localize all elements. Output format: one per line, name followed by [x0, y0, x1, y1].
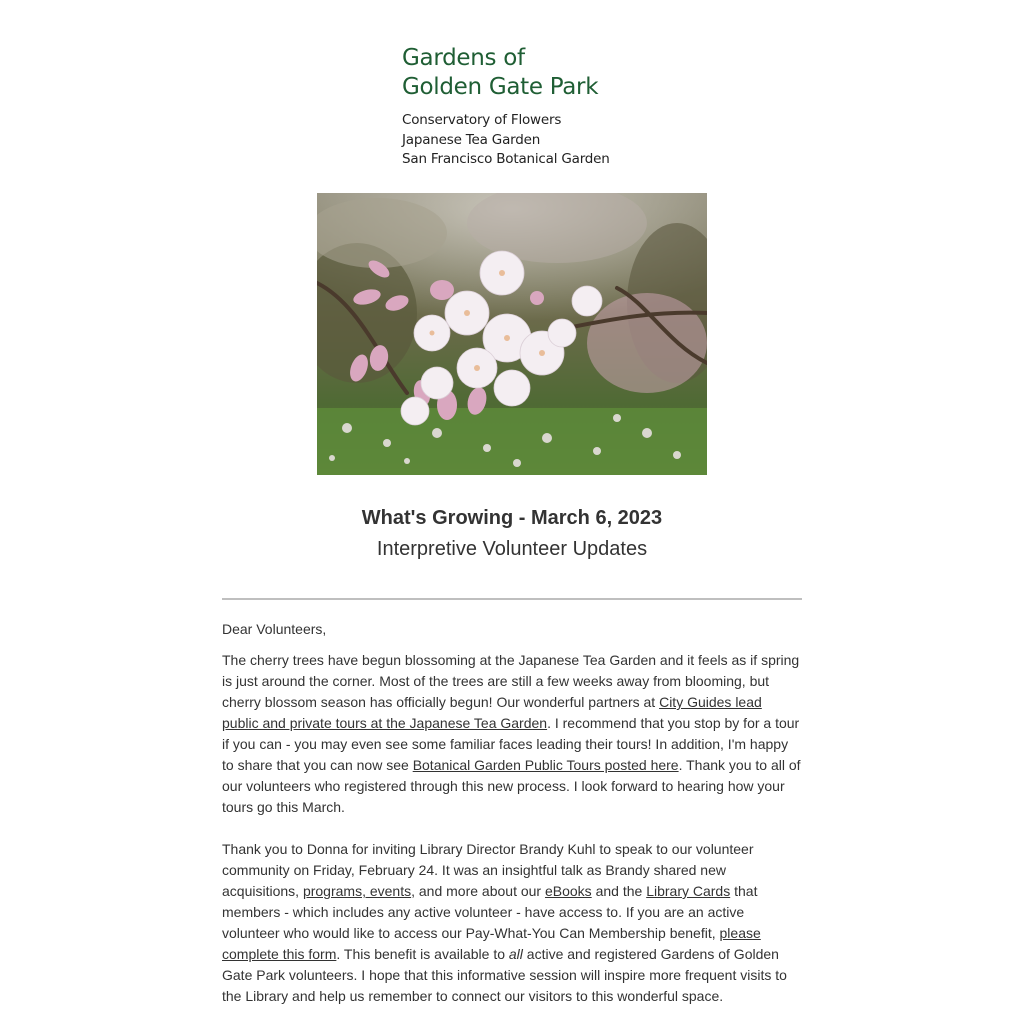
p2-text-1: Thank you to Donna for inviting Library Director Brandy Kuhl to speak to our volunteer community on Friday, February 24. It was an insightful talk as Brandy shared new acquisitions,: [222, 841, 754, 899]
cherry-blossom-icon: [317, 193, 707, 475]
p2-text-4: that members - which includes any active volunteer - have access to. If you are an active volunteer who would like to access our Pay-What-You Can Membership benefit,: [222, 883, 758, 941]
newsletter-title: What's Growing - March 6, 2023: [361, 507, 663, 529]
gardens-logo[interactable]: [402, 44, 662, 170]
p2-text-5: . This benefit is available to: [336, 946, 509, 962]
logo-sub-tea-garden: Japanese Tea Garden: [402, 131, 541, 148]
newsletter-subtitle: Interpretive Volunteer Updates: [376, 538, 648, 560]
p2-text-6: active and registered Gardens of Golden Gate Park volunteers. I hope that this informative session will inspire more frequent visits to the Library and help us remember to connect our visitors to this wonderful space.: [222, 946, 787, 1004]
paragraph-cherry-blossoms: [222, 650, 802, 818]
programs-events-link[interactable]: programs, events: [302, 883, 412, 899]
ebooks-link[interactable]: eBooks: [544, 883, 592, 899]
p2-text-2: , and more about our: [411, 883, 545, 899]
paragraph-library-talk: [222, 839, 802, 1007]
logo-subtitle: [402, 111, 662, 170]
logo-sub-botanical: San Francisco Botanical Garden: [402, 151, 610, 167]
section-divider: [222, 598, 802, 600]
p1-text-1: The cherry trees have begun blossoming at the Japanese Tea Garden and it feels as if spring is just around the corner. Most of the trees are still a few weeks away from blooming, but cherry blossom season has officially begun! Our wonderful partners at: [222, 652, 800, 710]
logo-title-line1: Gardens of: [402, 45, 525, 71]
logo-title-line2: Golden Gate Park: [402, 74, 599, 100]
p1-text-2: . I recommend that you stop by for a tour if you can - you may even see some familiar faces leading their tours! In addition, I'm happy to share that you can now see: [222, 715, 800, 773]
cherry-blossom-photo: [317, 193, 707, 475]
city-guides-tours-link[interactable]: City Guides lead public and private tours at the Japanese Tea Garden: [222, 694, 762, 731]
library-cards-link[interactable]: Library Cards: [646, 883, 731, 899]
logo-sub-conservatory: Conservatory of Flowers: [402, 112, 562, 128]
newsletter-body: [222, 619, 802, 1017]
logo-title: [402, 44, 662, 102]
botanical-garden-tours-link[interactable]: Botanical Garden Public Tours posted here: [412, 757, 679, 773]
emphasis-all: all: [508, 946, 523, 962]
p2-text-3: and the: [591, 883, 647, 899]
p1-text-3: . Thank you to all of our volunteers who registered through this new process. I look forward to hearing how your tours go this March.: [222, 757, 801, 815]
greeting: Dear Volunteers,: [222, 621, 327, 637]
membership-form-link[interactable]: please complete this form: [222, 925, 761, 962]
